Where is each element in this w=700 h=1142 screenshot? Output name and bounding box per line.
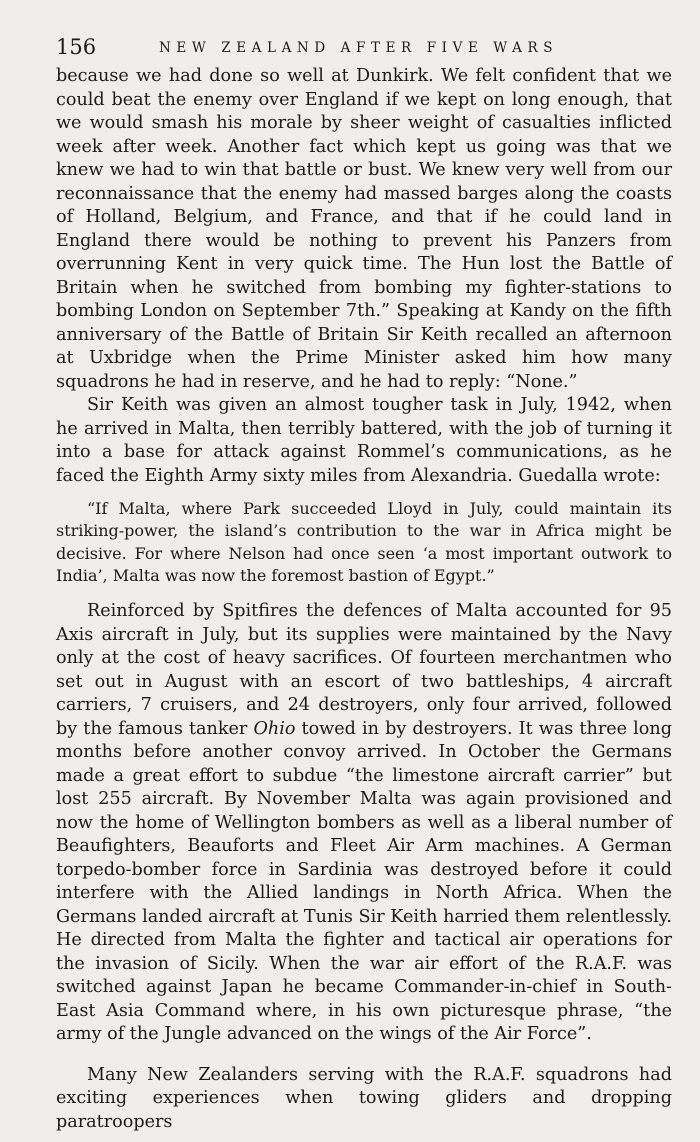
- paragraph-new-zealanders: Many New Zealanders serving with the R.A.F. squadrons had exciting experiences when towing gliders and dropping paratroopers: [56, 1064, 672, 1132]
- page-number: 156: [56, 35, 97, 59]
- body-text: [56, 65, 672, 1134]
- paragraph-continued: because we had done so well at Dunkirk. We felt confident that we could beat the enemy over England if we kept on long enough, that we would smash his morale by sheer weight of casualties inflicted week after week. Another fact which kept us going was that we knew we had to win that battle or bust. We knew very well from our reconnaissance that the enemy had massed barges along the coasts of Holland, Belgium, and France, and that if he could land in England there would be nothing to prevent his Panzers from overrunning Kent in very quick time. The Hun lost the Battle of Britain when he switched from bombing my fighter-stations to bombing London on September 7th.” Speaking at Kandy on the fifth anniversary of the Battle of Britain Sir Keith recalled an afternoon at Uxbridge when the Prime Minister asked him how many squadrons he had in reserve, and he had to reply: “None.”: [56, 66, 672, 392]
- paragraph-reinforced-part1: Reinforced by Spitfires the defences of Malta accounted for 95 Axis aircraft in July, but its supplies were maintained by the Navy only at the cost of heavy sacrifices. Of fourteen merchantmen who set out in August with an escort of two battleships, 4 aircraft carriers, 7 cruisers, and 24 destroyers, only four arrived, followed by the famous tanker: [56, 601, 672, 739]
- block-quote: “If Malta, where Park succeeded Lloyd in July, could maintain its striking-power, the island’s contribution to the war in Africa might be decisive. For where Nelson had once seen ‘a most important outwork to India’, Malta was now the foremost bastion of Egypt.”: [56, 499, 672, 585]
- running-head: [56, 34, 672, 60]
- paragraph-reinforced-part2: towed in by destroyers. It was three long months before another convoy arrived. In October the Germans made a great effort to subdue “the limestone aircraft carrier” but lost 255 aircraft. By November Malta was again provisioned and now the home of Wellington bombers as well as a liberal number of Beaufighters, Beauforts and Fleet Air Arm machines. A German torpedo-bomber force in Sardinia was destroyed before it could interfere with the Allied landings in North Africa. When the Germans landed aircraft at Tunis Sir Keith harried them relentlessly. He directed from Malta the fighter and tactical air operations for the invasion of Sicily. When the war air effort of the R.A.F. was switched against Japan he became Commander-in-chief in South-East Asia Command where, in his own picturesque phrase, “the army of the Jungle advanced on the wings of the Air Force”.: [56, 718, 672, 1045]
- paragraph-reinforced: [56, 600, 672, 1047]
- running-head-title: NEW ZEALAND AFTER FIVE WARS: [159, 40, 559, 56]
- ship-name: Ohio: [253, 718, 296, 739]
- paragraph-malta: Sir Keith was given an almost tougher task in July, 1942, when he arrived in Malta, then terribly battered, with the job of turning it into a base for attack against Rommel’s communications, as he faced the Eighth Army sixty miles from Alexandria. Guedalla wrote:: [56, 395, 672, 486]
